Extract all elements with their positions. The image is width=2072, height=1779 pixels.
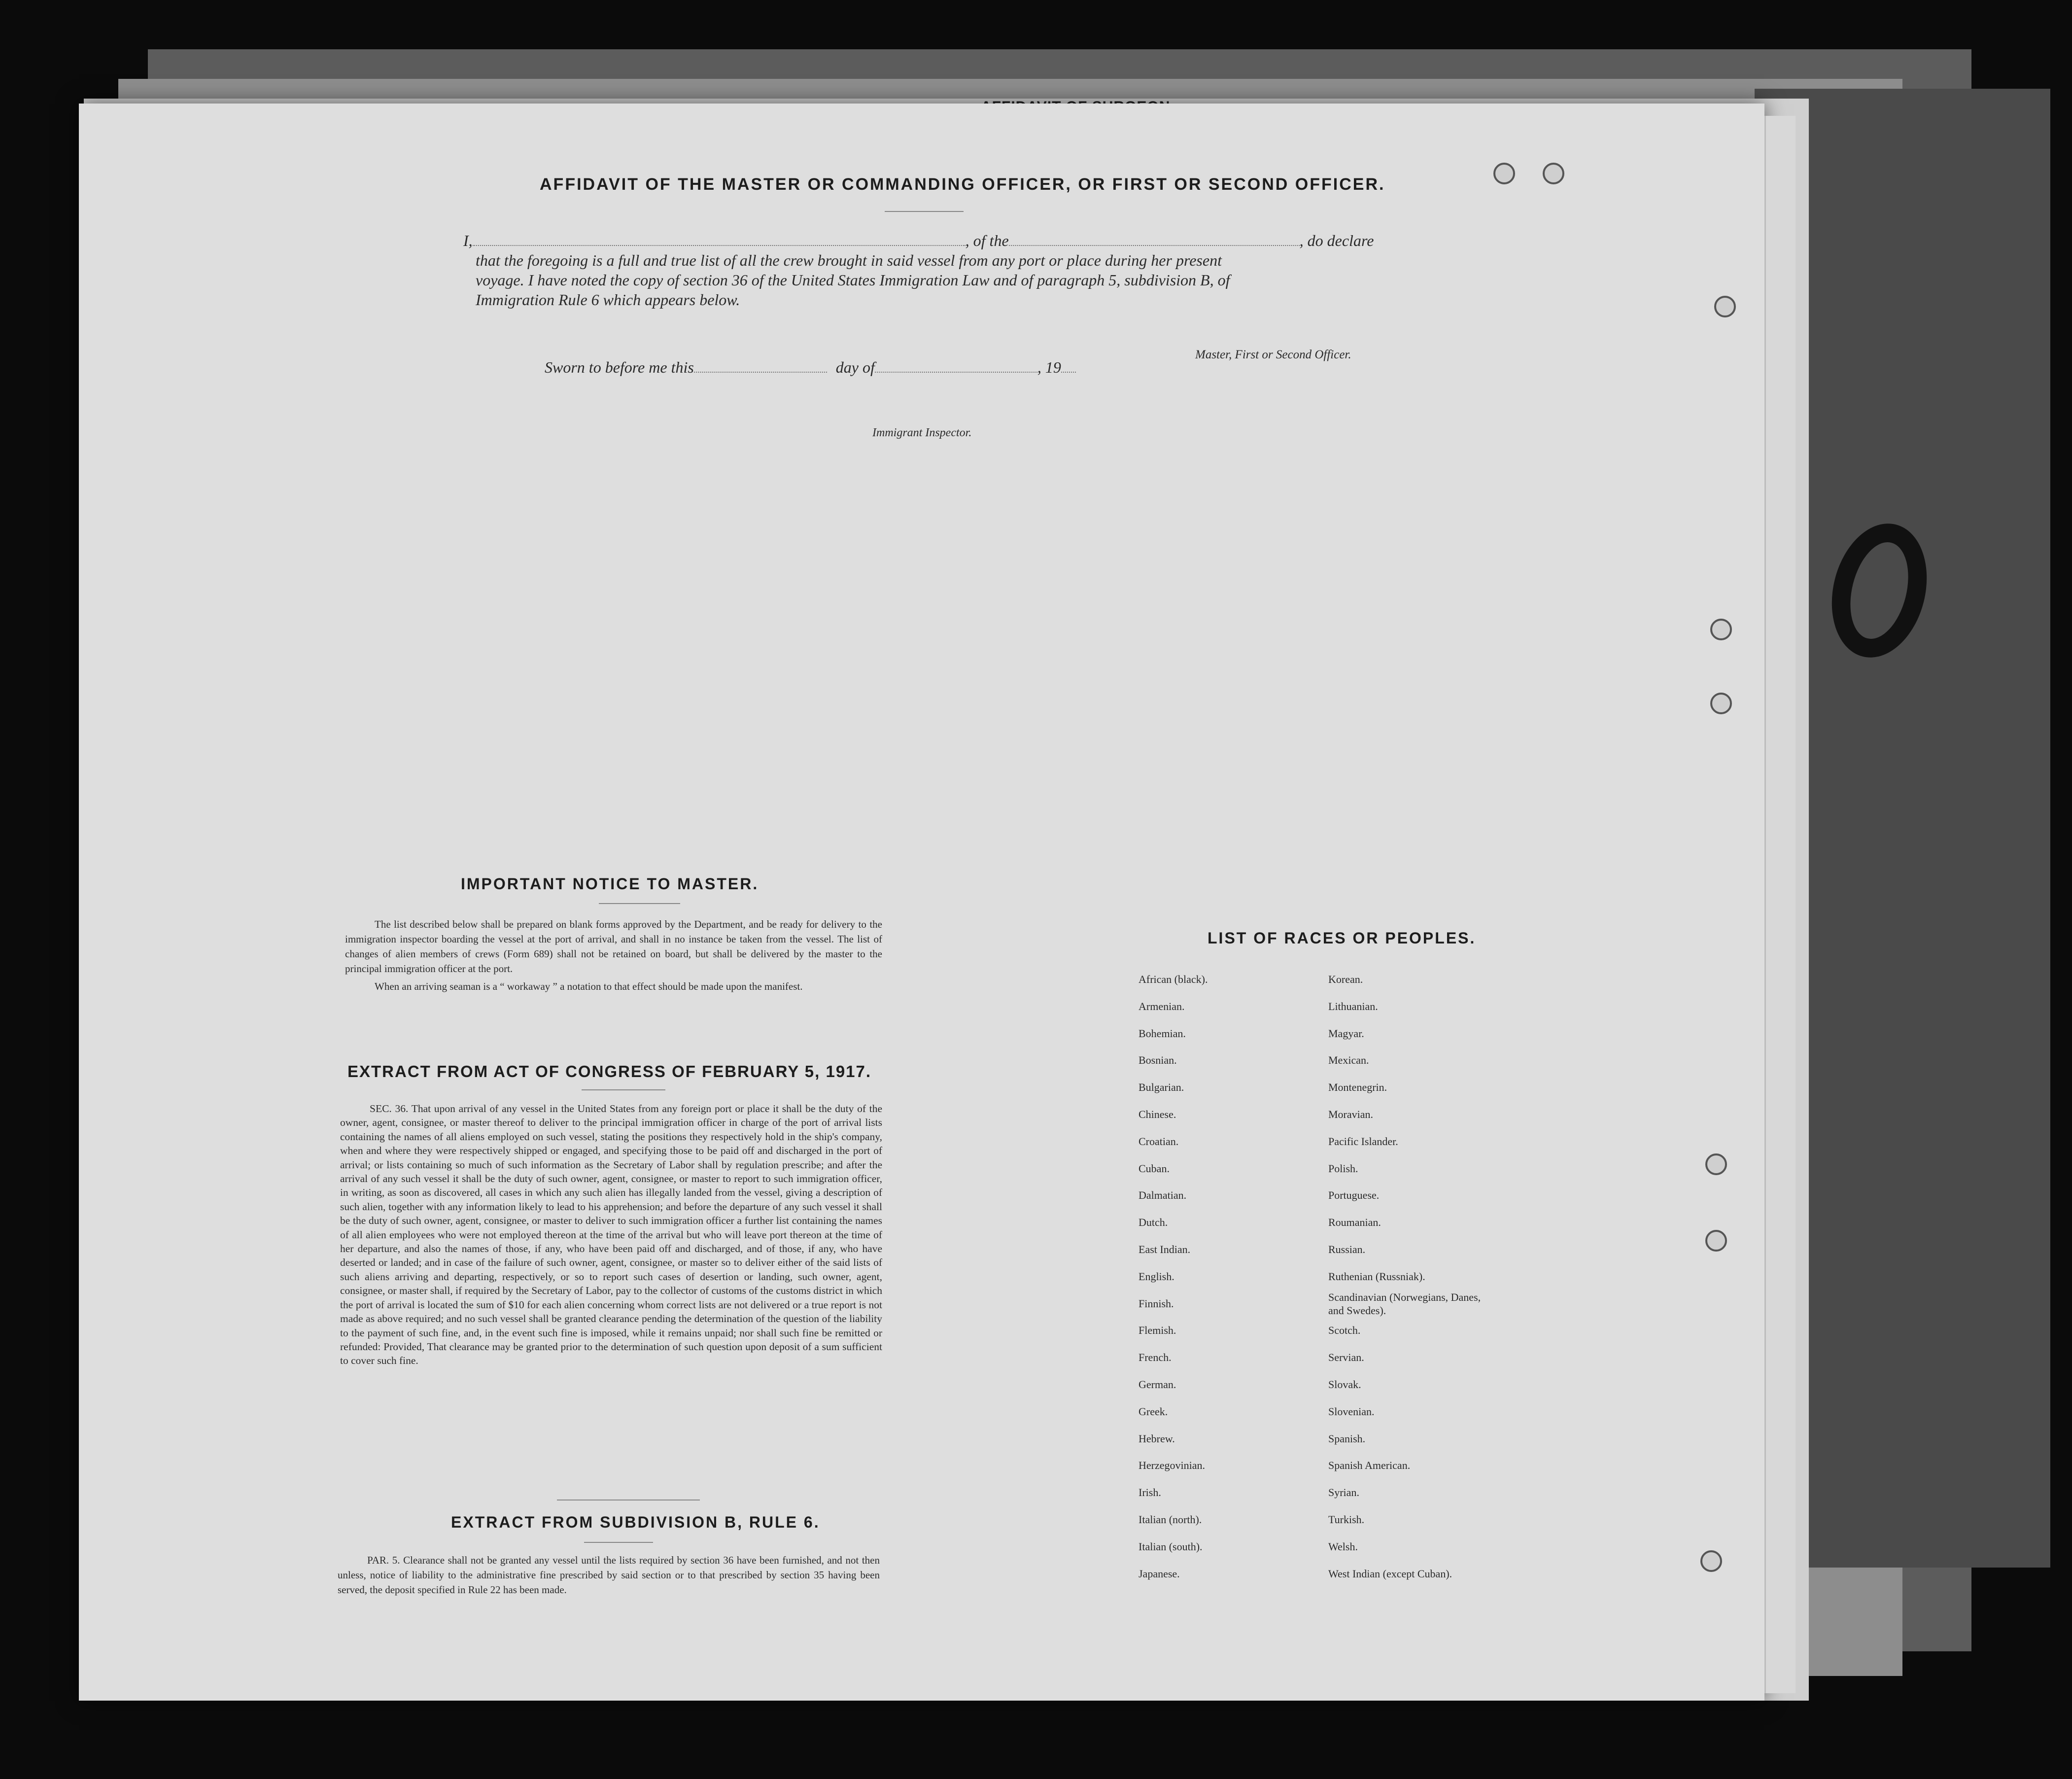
race-item: Syrian. [1328,1486,1359,1499]
notice-title: IMPORTANT NOTICE TO MASTER. [461,875,759,893]
sworn-line [545,357,1136,377]
affidavit-line-1 [458,231,1424,250]
punch-hole-icon [1714,296,1736,317]
act-extract-title: EXTRACT FROM ACT OF CONGRESS OF FEBRUARY 5, 1917. [347,1062,872,1081]
race-item: Bohemian. [1139,1027,1186,1040]
race-item: Spanish American. [1328,1459,1411,1472]
affidavit-line-2: that the foregoing is a full and true list of all the crew brought in said vessel from any port or place during her present [476,251,1222,269]
race-item: Bosnian. [1139,1054,1177,1067]
race-item: Scotch. [1328,1324,1361,1337]
race-item: Russian. [1328,1243,1366,1256]
race-item: Portuguese. [1328,1189,1380,1202]
race-item: Pacific Islander. [1328,1135,1398,1148]
affidavit-line-3: voyage. I have noted the copy of section 36 of the United States Immigration Law and of paragraph 5, subdivision B, of [476,271,1230,289]
race-item: Lithuanian. [1328,1000,1378,1012]
race-item: Italian (north). [1139,1513,1202,1526]
notice-paragraph: The list described below shall be prepared on blank forms approved by the Department, and be ready for delivery to the immigration inspector boarding the vessel at the port of arrival, and shall in no instance be taken from the vessel. The list of changes of alien members of crews (Form 689) shall not be retained on board, but shall be delivered by the master to the principal immigration officer at the port. [345,918,882,975]
race-item: Slovak. [1328,1378,1361,1391]
race-item: Mexican. [1328,1054,1369,1067]
master-signature-label: Master, First or Second Officer. [1195,348,1351,361]
race-item: Finnish. [1139,1297,1174,1310]
races-column-2 [1328,966,1496,1587]
race-item: Dalmatian. [1139,1189,1187,1202]
race-item: Cuban. [1139,1162,1170,1175]
races-column-1 [1139,966,1316,1587]
punch-hole-icon [1705,1230,1727,1252]
year-blank [1061,372,1076,373]
race-item: Welsh. [1328,1540,1358,1553]
race-item: Greek. [1139,1405,1168,1418]
race-item: Spanish. [1328,1432,1366,1445]
punch-hole-icon [1710,693,1732,714]
rule-extract-title: EXTRACT FROM SUBDIVISION B, RULE 6. [451,1513,820,1531]
race-item: Polish. [1328,1162,1358,1175]
race-item: Croatian. [1139,1135,1179,1148]
punch-hole-icon [1710,619,1732,640]
race-item: German. [1139,1378,1176,1391]
race-item: Scandinavian (Norwegians, Danes, and Swedes). [1328,1291,1481,1317]
notice-paragraph: When an arriving seaman is a “ workaway ” a notation to that effect should be made upon the manifest. [375,980,803,992]
race-item: Slovenian. [1328,1405,1375,1418]
race-item: Hebrew. [1139,1432,1175,1445]
month-blank [875,372,1037,373]
affidavit-text: , of the [965,232,1009,249]
document-page [79,104,1764,1701]
affidavit-title: AFFIDAVIT OF THE MASTER OR COMMANDING OFFICER, OR FIRST OR SECOND OFFICER. [540,175,1385,194]
race-item: English. [1139,1270,1174,1283]
section-36-text: SEC. 36. That upon arrival of any vessel in the United States from any foreign port or place it shall be the duty of the owner, agent, consignee, or master thereof to deliver to the principal immigration officer in charge of the port of arrival lists containing the names of all aliens employed on such vessel, stating the positions they respectively hold in the ship's company, when and where they were respectively shipped or engaged, and specifying those to be paid off and discharged in the port of arrival; or lists containing so much of such information as the Secretary of Labor shall by regulation prescribe; and after the arrival of any such vessel it shall be the duty of such owner, agent, consignee, or master to report to such immigration officer, in writing, as soon as discovered, all cases in which any such alien has illegally landed from the vessel, giving a description of such alien, together with any information likely to lead to his apprehension; and before the departure of any such vessel it shall be the duty of such owner, agent, consignee, or master to deliver to such immigration officer a further list containing the names of all alien employees who were not employed thereon at the time of the arrival but who will leave port thereon at the time of her departure, and also the names of those, if any, who have been paid off and discharged, and of those, if any, who have deserted or landed; and in case of the failure of such owner, agent, consignee, or master so to deliver either of the said lists of such aliens arriving and departing, respectively, or so to report such cases of desertion or landing, such owner, agent, consignee, or master shall, if required by the Secretary of Labor, pay to the collector of customs of the customs district in which the port of arrival is located the sum of $10 for each alien concerning whom correct lists are not delivered or a true report is not made as above required; and no such vessel shall be granted clearance pending the determination of the question of the liability to the payment of such fine, and, in the event such fine is imposed, while it remains unpaid; nor shall such fine be remitted or refunded: Provided, That clearance may be granted prior to the determination of such question upon deposit of a sum sufficient to cover such fine. [340,1103,882,1367]
race-item: French. [1139,1351,1172,1364]
race-item: Bulgarian. [1139,1081,1184,1094]
race-item: Japanese. [1139,1567,1180,1580]
day-blank [694,372,827,373]
race-item: Roumanian. [1328,1216,1381,1229]
affidavit-text: , do declare [1299,232,1374,249]
name-blank [473,245,966,246]
race-item: East Indian. [1139,1243,1191,1256]
rule-extract-body [338,1553,880,1597]
divider [599,903,680,904]
race-item: Korean. [1328,973,1363,985]
punch-hole-icon [1705,1153,1727,1175]
race-item: West Indian (except Cuban). [1328,1567,1452,1580]
race-item: Turkish. [1328,1513,1365,1526]
races-title: LIST OF RACES OR PEOPLES. [1208,929,1476,947]
affidavit-line-4: Immigration Rule 6 which appears below. [476,291,740,309]
race-item: Irish. [1139,1486,1161,1499]
punch-hole-icon [1493,163,1515,184]
race-item: Magyar. [1328,1027,1364,1040]
affidavit-text: I, [463,232,473,249]
inspector-label: Immigrant Inspector. [872,426,972,439]
divider [885,211,964,212]
race-item: Moravian. [1328,1108,1374,1120]
race-item: Italian (south). [1139,1540,1203,1553]
act-extract-body [340,1102,882,1368]
page-edge [1764,116,1796,1693]
vessel-blank [1009,245,1300,246]
race-item: Herzegovinian. [1139,1459,1205,1472]
race-item: Armenian. [1139,1000,1185,1012]
race-item: African (black). [1139,973,1208,985]
race-item: Servian. [1328,1351,1364,1364]
punch-hole-icon [1543,163,1564,184]
year-text: , 19 [1037,358,1061,376]
sworn-text: Sworn to before me this [545,358,694,376]
divider [582,1089,665,1090]
race-item: Montenegrin. [1328,1081,1387,1094]
paragraph-5-text: PAR. 5. Clearance shall not be granted any vessel until the lists required by section 36 have been furnished, and not then unless, notice of liability to the administrative fine prescribed by said section or to that prescribed by section 35 having been served, the deposit specified in Rule 22 has been made. [338,1554,880,1596]
punch-hole-icon [1700,1550,1722,1572]
day-of-text: day of [835,358,875,376]
race-item: Chinese. [1139,1108,1176,1120]
notice-body [345,917,882,994]
race-item: Flemish. [1139,1324,1176,1337]
race-item: Ruthenian (Russniak). [1328,1270,1425,1283]
divider [584,1542,653,1543]
race-item: Dutch. [1139,1216,1168,1229]
